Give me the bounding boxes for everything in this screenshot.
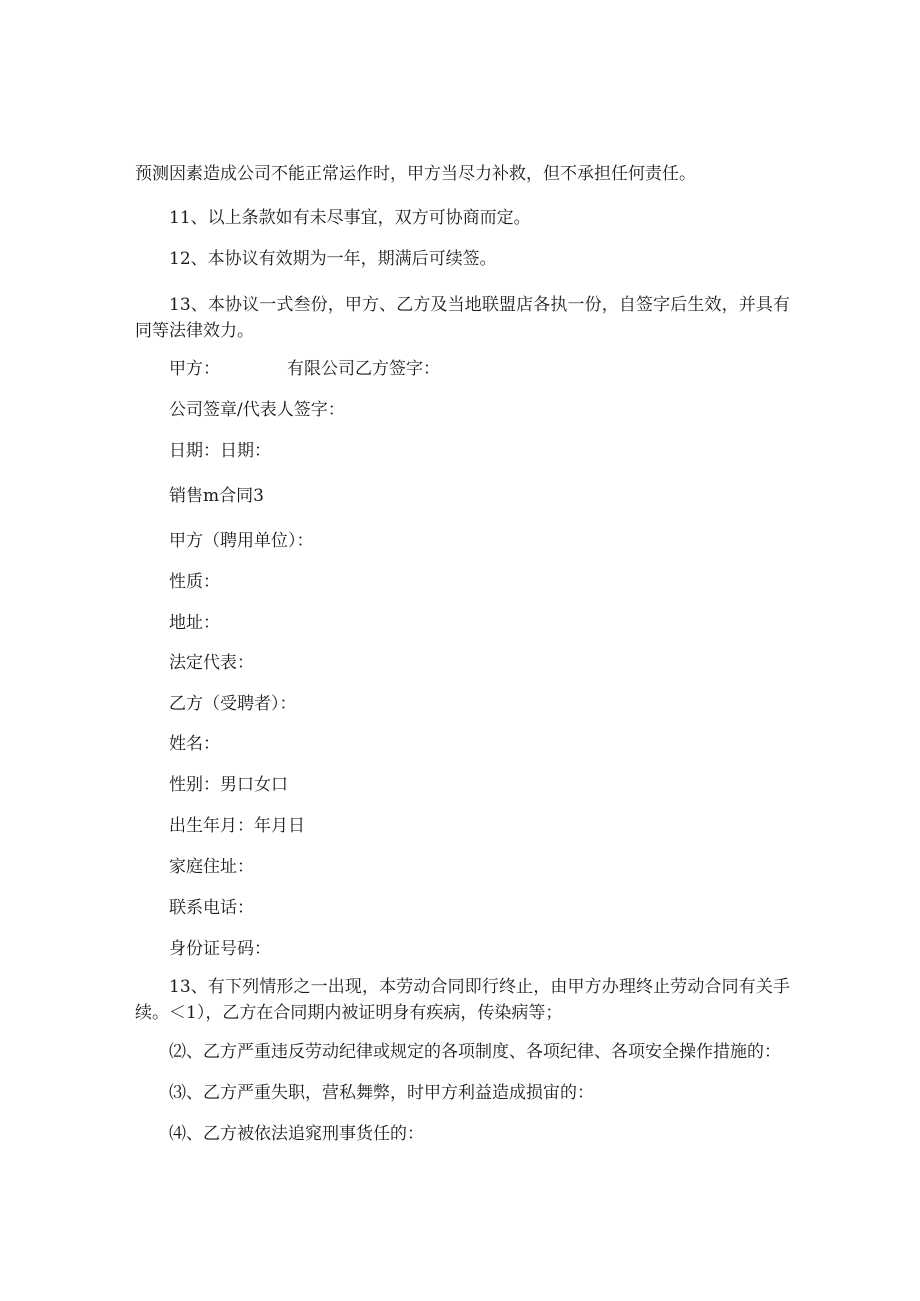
address-label: 地址： xyxy=(169,613,220,633)
company-seal-label: 公司签章/代表人签字： xyxy=(169,400,345,420)
id-number-label: 身份证号码： xyxy=(169,939,271,959)
gender-label: 性别：男口女口 xyxy=(169,775,288,795)
clause-13-paragraph: 13、本协议一式叁份，甲方、乙方及当地联盟店各执一份，自签字后生效，并具有同等法律效力。 xyxy=(135,295,790,341)
home-address-label: 家庭住址： xyxy=(169,857,254,877)
termination-item-4: ⑷、乙方被依法追窕刑事货任的： xyxy=(169,1124,424,1144)
clause-11: 11、以上条款如有未尽事宜，双方可协商而定。 xyxy=(169,208,531,228)
termination-item-2: ⑵、乙方严重违反劳动纪律或规定的各项制度、各项纪律、各项安全操作措施的： xyxy=(169,1042,781,1062)
name-label: 姓名： xyxy=(169,734,220,754)
termination-clause-paragraph: 13、有下列情形之一出现，本劳动合同即行终止，由甲方办理终止劳动合同有关手续。＜1），乙方在合同期内被证明身有疾病，传染病等； xyxy=(135,977,790,1023)
birth-date-label: 出生年月：年月日 xyxy=(169,816,305,836)
party-b-signature-label: 有限公司乙方签字： xyxy=(287,359,440,379)
phone-label: 联系电话： xyxy=(169,898,254,918)
text-line: 预测因素造成公司不能正常运作时，甲方当尽力补救，但不承担任何责任。 xyxy=(135,164,696,184)
legal-representative-label: 法定代表： xyxy=(169,653,254,673)
nature-label: 性质： xyxy=(169,572,220,592)
date-label: 日期：日期： xyxy=(169,441,271,461)
contract-title: 销售m合同3 xyxy=(169,486,264,506)
party-a-label: 甲方： xyxy=(169,359,220,379)
termination-item-3: ⑶、乙方严重失职，营私舞弊，时甲方利益造成损宙的： xyxy=(169,1083,594,1103)
clause-12: 12、本协议有效期为一年，期满后可续签。 xyxy=(169,249,497,269)
employer-label: 甲方（聘用单位）： xyxy=(169,531,314,551)
employee-label: 乙方（受聘者）： xyxy=(169,694,297,714)
